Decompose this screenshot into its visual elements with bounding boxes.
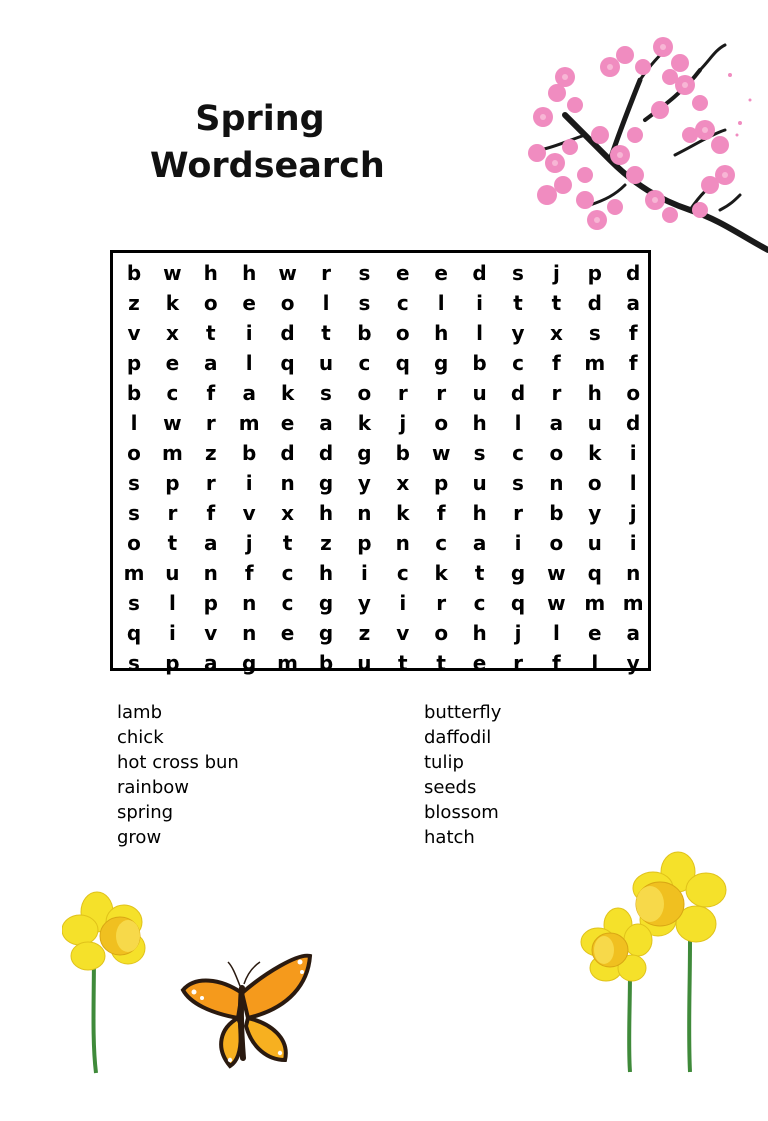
grid-letter: n	[242, 591, 257, 615]
title-line-1: Spring	[195, 99, 325, 139]
grid-letter: n	[357, 501, 372, 525]
grid-letter: r	[397, 381, 408, 405]
word-item: hatch	[424, 827, 475, 848]
grid-letter: t	[167, 531, 178, 555]
grid-letter: d	[587, 291, 602, 315]
grid-letter: s	[320, 381, 332, 405]
grid-letter: t	[436, 651, 446, 675]
grid-letter: a	[319, 411, 333, 435]
grid-letter: a	[626, 621, 640, 645]
grid-letter: r	[436, 381, 447, 405]
grid-letter: w	[163, 411, 182, 435]
word-list-left	[117, 700, 239, 850]
grid-letter: e	[280, 411, 295, 435]
grid-letter: b	[126, 261, 142, 285]
grid-letter: t	[398, 651, 408, 675]
grid-letter: t	[282, 531, 293, 555]
word-item: chick	[117, 727, 164, 748]
grid-letter: c	[396, 561, 409, 585]
grid-letter: p	[203, 591, 218, 615]
grid-letter: r	[167, 501, 178, 525]
grid-letter: o	[203, 291, 218, 315]
grid-letter: m	[584, 351, 606, 375]
grid-letter: o	[587, 471, 602, 495]
grid-letter: f	[244, 561, 254, 585]
grid-letter: m	[277, 651, 299, 675]
grid-letter: w	[431, 441, 451, 465]
grid-letter: d	[318, 441, 334, 465]
grid-letter: l	[322, 291, 330, 315]
grid-letter: e	[280, 621, 295, 645]
grid-letter: a	[549, 411, 564, 435]
grid-letter: g	[318, 471, 334, 495]
grid-letter: f	[552, 651, 561, 675]
grid-letter: c	[166, 381, 179, 405]
grid-letter: h	[472, 411, 487, 435]
grid-letter: z	[128, 291, 140, 315]
grid-letter: o	[434, 621, 449, 645]
grid-letter: q	[126, 621, 142, 645]
grid-letter: w	[547, 561, 566, 585]
grid-letter: i	[476, 291, 484, 315]
grid-letter: b	[126, 381, 142, 405]
page-title	[150, 96, 385, 190]
grid-letter: y	[626, 651, 640, 675]
grid-letter: j	[514, 621, 522, 645]
grid-letter: b	[395, 441, 410, 465]
grid-letter: x	[396, 471, 410, 495]
grid-letter: h	[472, 501, 487, 525]
grid-letter: c	[281, 591, 294, 615]
grid-letter: p	[587, 261, 602, 285]
grid-letter: e	[472, 651, 487, 675]
grid-letter: s	[358, 291, 371, 315]
grid-letter: y	[357, 471, 371, 495]
grid-letter: o	[395, 321, 410, 345]
grid-letter: f	[628, 321, 638, 345]
grid-letter: i	[360, 561, 368, 585]
grid-letter: c	[512, 441, 524, 465]
grid-letter: x	[165, 321, 179, 345]
grid-letter: h	[203, 261, 218, 285]
grid-letter: c	[473, 591, 486, 615]
grid-letter: g	[510, 561, 526, 585]
grid-letter: r	[436, 591, 447, 615]
grid-letter: a	[626, 291, 640, 315]
grid-letter: o	[626, 381, 641, 405]
grid-letter: s	[128, 651, 140, 675]
grid-letter: r	[205, 471, 216, 495]
wordsearch-grid	[110, 250, 651, 675]
word-item: seeds	[424, 777, 477, 798]
grid-letter: p	[126, 351, 142, 375]
grid-letter: l	[629, 471, 637, 495]
grid-letter: k	[588, 441, 602, 465]
grid-letter: p	[434, 471, 449, 495]
grid-letter: d	[280, 321, 295, 345]
grid-letter: o	[549, 441, 564, 465]
grid-letter: c	[281, 561, 294, 585]
grid-letter: u	[587, 531, 602, 555]
grid-letter: q	[395, 351, 410, 375]
grid-letter: g	[318, 621, 334, 645]
grid-letter: l	[245, 351, 253, 375]
grid-letter: c	[396, 291, 409, 315]
grid-letter: x	[281, 501, 295, 525]
word-item: hot cross bun	[117, 752, 239, 773]
grid-letter: f	[552, 351, 561, 375]
grid-letter: i	[629, 441, 637, 465]
grid-letter: s	[512, 471, 524, 495]
grid-letter: s	[512, 261, 524, 285]
grid-letter: p	[357, 531, 372, 555]
grid-letter: a	[204, 351, 218, 375]
grid-letter: r	[551, 381, 562, 405]
grid-letter: a	[204, 531, 218, 555]
grid-letter: s	[473, 441, 486, 465]
grid-letter: l	[476, 321, 484, 345]
grid-letter: i	[629, 531, 637, 555]
grid-letter: v	[396, 621, 410, 645]
grid-letter: m	[123, 561, 145, 585]
grid-letter: t	[321, 321, 331, 345]
grid-letter: d	[472, 261, 487, 285]
word-item: butterfly	[424, 702, 502, 723]
title-line-2: Wordsearch	[150, 146, 385, 186]
grid-letter: l	[130, 411, 138, 435]
grid-letter: n	[395, 531, 410, 555]
grid-letter: j	[399, 411, 407, 435]
grid-letter: o	[434, 411, 449, 435]
grid-letter: c	[358, 351, 371, 375]
grid-letter: u	[165, 561, 180, 585]
grid-letter: h	[472, 621, 487, 645]
grid-letter: k	[434, 561, 448, 585]
word-item: blossom	[424, 802, 499, 823]
grid-letter: l	[591, 651, 599, 675]
grid-letter: n	[549, 471, 564, 495]
grid-letter: m	[584, 591, 606, 615]
grid-letter: k	[165, 291, 180, 315]
grid-letter: x	[549, 321, 563, 345]
grid-letter: c	[512, 351, 524, 375]
grid-letter: t	[551, 291, 562, 315]
grid-letter: h	[242, 261, 257, 285]
grid-letter: f	[628, 351, 638, 375]
grid-letter: k	[396, 501, 410, 525]
grid-letter: e	[165, 351, 180, 375]
grid-letter: b	[318, 651, 334, 675]
grid-letter: z	[358, 621, 371, 645]
grid-letter: g	[242, 651, 257, 675]
grid-letter: y	[511, 321, 525, 345]
grid-letter: k	[357, 411, 372, 435]
grid-letter: p	[165, 651, 180, 675]
grid-letter: n	[626, 561, 641, 585]
grid-letter: a	[242, 381, 256, 405]
word-item: lamb	[117, 702, 162, 723]
grid-letter: l	[437, 291, 445, 315]
grid-letter: c	[435, 531, 448, 555]
grid-letter: h	[434, 321, 449, 345]
cherry-blossom-branch-icon	[525, 35, 768, 260]
grid-letter: p	[165, 471, 180, 495]
grid-letter: g	[357, 441, 372, 465]
grid-letter: w	[163, 261, 182, 285]
grid-letter: v	[127, 321, 141, 345]
grid-letter: q	[280, 351, 295, 375]
grid-letter: y	[357, 591, 371, 615]
grid-letter: r	[205, 411, 216, 435]
grid-letter: o	[127, 441, 141, 465]
butterfly-icon	[180, 948, 315, 1078]
grid-letter: t	[474, 561, 485, 585]
grid-letter: t	[513, 291, 523, 315]
grid-letter: g	[318, 591, 334, 615]
grid-letter: q	[510, 591, 526, 615]
word-item: tulip	[424, 752, 464, 773]
grid-letter: w	[278, 261, 297, 285]
grid-letter: l	[552, 621, 560, 645]
grid-letter: h	[318, 561, 334, 585]
grid-letter: b	[549, 501, 564, 525]
grid-letter: o	[357, 381, 372, 405]
grid-letter: i	[399, 591, 407, 615]
grid-letter: i	[245, 471, 253, 495]
grid-letter: b	[472, 351, 487, 375]
grid-letter: n	[280, 471, 295, 495]
grid-letter: u	[318, 351, 334, 375]
grid-letter: a	[472, 531, 487, 555]
word-list-right	[424, 700, 501, 850]
grid-letter: v	[204, 621, 218, 645]
grid-letter: b	[242, 441, 257, 465]
grid-letter: r	[513, 651, 523, 675]
grid-letter: s	[128, 471, 140, 495]
grid-letter: v	[242, 501, 256, 525]
grid-letter: o	[127, 531, 141, 555]
grid-letter: e	[396, 261, 410, 285]
grid-letter: t	[206, 321, 216, 345]
grid-letter: u	[472, 381, 487, 405]
grid-letter: f	[206, 501, 216, 525]
grid-letter: s	[588, 321, 601, 345]
grid-letter: u	[587, 411, 602, 435]
grid-letter: i	[168, 621, 176, 645]
grid-letter: b	[357, 321, 372, 345]
grid-letter: r	[513, 501, 523, 525]
word-item: grow	[117, 827, 162, 848]
grid-letter: f	[206, 381, 216, 405]
grid-letter: m	[238, 411, 260, 435]
grid-letter: y	[588, 501, 602, 525]
grid-letter: n	[203, 561, 218, 585]
word-item: spring	[117, 802, 174, 823]
grid-letter: f	[436, 501, 446, 525]
grid-letter: i	[514, 531, 522, 555]
grid-letter: r	[321, 261, 331, 285]
grid-letter: s	[128, 591, 140, 615]
grid-letter: j	[245, 531, 253, 555]
grid-letter: n	[242, 621, 257, 645]
daffodil-icon	[62, 890, 152, 1080]
grid-letter: a	[204, 651, 218, 675]
grid-letter: j	[552, 261, 560, 285]
grid-letter: i	[245, 321, 253, 345]
grid-letter: e	[588, 621, 602, 645]
grid-letter: k	[280, 381, 295, 405]
grid-letter: d	[626, 411, 641, 435]
grid-letter: o	[280, 291, 295, 315]
grid-letter: z	[204, 441, 217, 465]
grid-letter: j	[629, 501, 637, 525]
grid-letter: z	[320, 531, 332, 555]
daffodil-pair-icon	[578, 850, 733, 1075]
word-item: rainbow	[117, 777, 189, 798]
grid-letter: e	[434, 261, 448, 285]
grid-letter: d	[626, 261, 641, 285]
grid-letter: h	[587, 381, 602, 405]
grid-letter: o	[549, 531, 564, 555]
grid-letter: u	[472, 471, 487, 495]
grid-letter: g	[434, 351, 449, 375]
grid-letter: m	[622, 591, 644, 615]
grid-letter: u	[357, 651, 372, 675]
grid-letter: m	[161, 441, 183, 465]
grid-letter: d	[510, 381, 526, 405]
grid-letter: l	[514, 411, 522, 435]
grid-letter: s	[358, 261, 371, 285]
grid-letter: w	[547, 591, 566, 615]
grid-letter: q	[587, 561, 602, 585]
word-item: daffodil	[424, 727, 492, 748]
grid-letter: e	[242, 291, 256, 315]
grid-letter: l	[168, 591, 176, 615]
grid-letter: h	[318, 501, 334, 525]
grid-letter: s	[128, 501, 140, 525]
grid-letter: d	[280, 441, 295, 465]
